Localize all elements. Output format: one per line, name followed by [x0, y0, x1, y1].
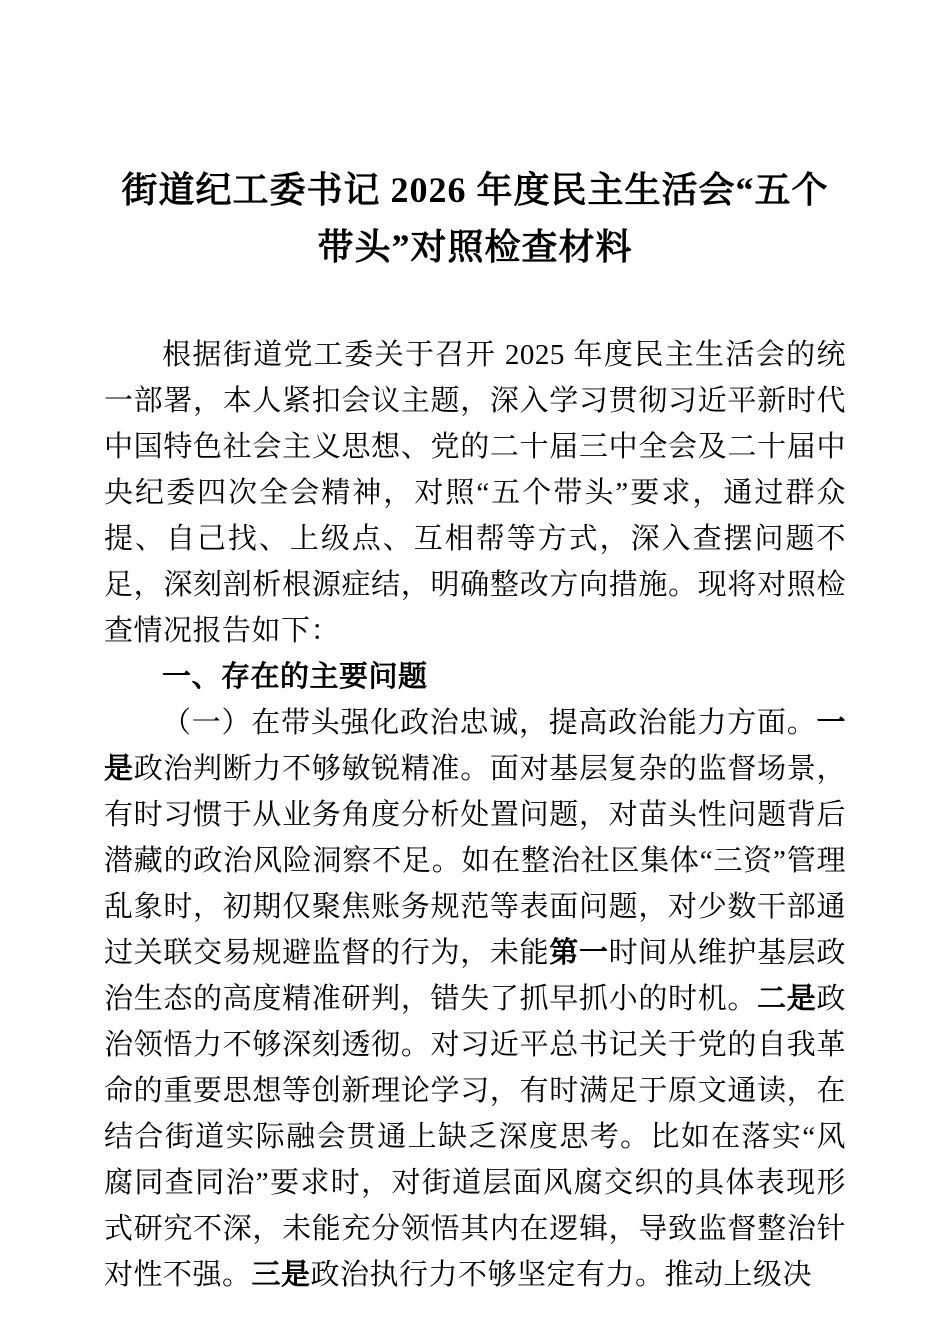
section-heading-1: 一、存在的主要问题 [162, 661, 428, 693]
bold-run-ershi: 二是 [757, 983, 817, 1015]
document-title [104, 162, 846, 276]
bold-run-diyi: 第一 [549, 937, 609, 969]
bold-run-yishi: 一是 [104, 707, 846, 785]
lead-kaiti-run: （一）在带头强化政治忠诚，提高政治能力方面。 [162, 707, 817, 739]
text-run-2: 时间从维护基层政治生态的高度精准研判，错失了抓早抓小的时机。 [104, 937, 846, 1015]
title-line-1: 街道纪工委书记 2026 年度民主生活会“五个 [121, 170, 829, 210]
text-run-4: 政治执行力不够坚定有力。推动上级决 [310, 1259, 813, 1291]
bold-run-sanshi: 三是 [251, 1259, 311, 1291]
paragraph-section1-item1 [104, 700, 846, 1298]
paragraph-intro [104, 332, 846, 654]
title-line-2: 带头”对照检查材料 [317, 227, 633, 267]
intro-text: 根据街道党工委关于召开 2025 年度民主生活会的统一部署，本人紧扣会议主题，深入学习贯彻习近平新时代中国特色社会主义思想、党的二十届三中全会及二十届中央纪委四次全会精神，对照“五个带头”要求，通过群众提、自己找、上级点、互相帮等方式，深入查摆问题不足，深刻剖析根源症结，明确整改方向措施。现将对照检查情况报告如下： [104, 339, 846, 647]
text-run-3: 政治领悟力不够深刻透彻。对习近平总书记关于党的自我革命的重要思想等创新理论学习，有时满足于原文通读，在结合街道实际融会贯通上缺乏深度思考。比如在落实“风腐同查同治”要求时，对街道层面风腐交织的具体表现形式研究不深，未能充分领悟其内在逻辑，导致监督整治针对性不强。 [104, 983, 846, 1291]
text-run-1: 政治判断力不够敏锐精准。面对基层复杂的监督场景，有时习惯于从业务角度分析处置问题，对苗头性问题背后潜藏的政治风险洞察不足。如在整治社区集体“三资”管理乱象时，初期仅聚焦账务规范等表面问题，对少数干部通过关联交易规避监督的行为，未能 [104, 753, 846, 969]
